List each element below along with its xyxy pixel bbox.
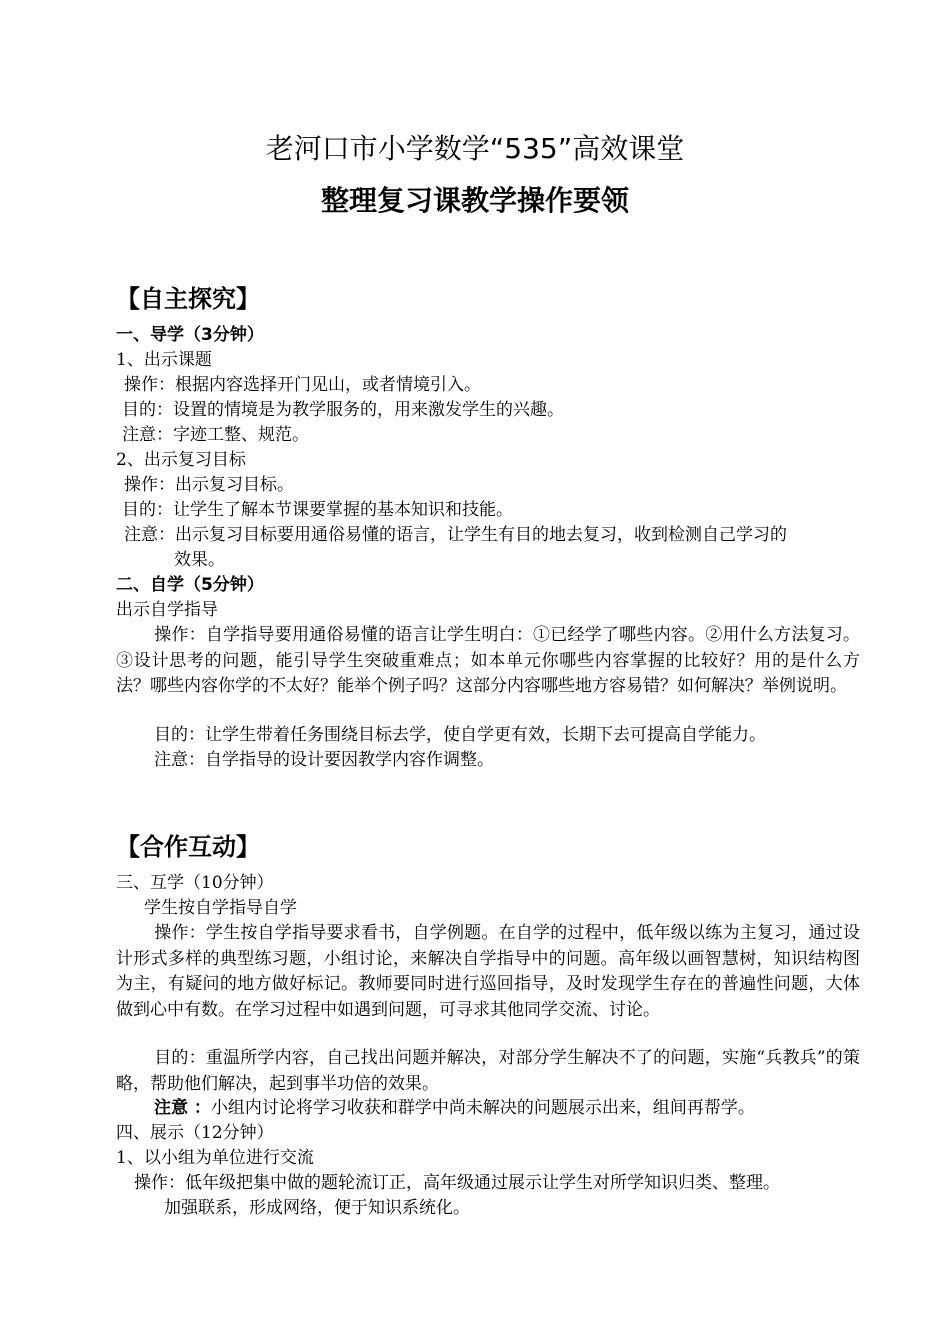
item-purpose: 目的：设置的情境是为教学服务的，用来激发学生的兴趣。 — [122, 400, 564, 420]
item-note-continuation: 效果。 — [174, 550, 225, 570]
item-title-show-topic: 1、出示课题 — [116, 350, 212, 370]
item-title-group-exchange: 1、以小组为单位进行交流 — [116, 1148, 314, 1168]
note-text: 小组内讨论将学习收获和群学中尚未解决的问题展示出来，组间再帮学。 — [210, 1098, 755, 1118]
paragraph-purpose: 目的：让学生带着任务围绕目标去学，使自学更有效，长期下去可提高自学能力。 — [154, 725, 766, 745]
paragraph-text: 操作：学生按自学指导要求看书，自学例题。在自学的过程中，低年级以练为主复习，通过设计形式多样的典型练习题，小组讨论，来解决自学指导中的问题。高年级以画智慧树，知识结构图为主，有疑问的地方做好标记。教师要同时进行巡回指导，及时发现学生存在的普遍性问题，大体做到心中有数。在学习过程中如遇到问题，可寻求其他同学交流、讨论。 — [116, 923, 860, 1020]
item-operation: 操作：低年级把集中做的题轮流订正，高年级通过展示让学生对所学知识归类、整理。 — [134, 1173, 780, 1193]
paragraph-operation — [116, 921, 860, 1023]
item-operation-continuation: 加强联系，形成网络，便于知识系统化。 — [164, 1198, 470, 1218]
part-subheading: 学生按自学指导自学 — [144, 898, 297, 918]
part-heading-mutual-learning: 三、互学（10分钟） — [116, 873, 274, 893]
part-subheading: 出示自学指导 — [116, 600, 218, 620]
paragraph-purpose — [116, 1046, 860, 1097]
item-purpose: 目的：让学生了解本节课要掌握的基本知识和技能。 — [122, 500, 513, 520]
paragraph-text: 目的：重温所学内容，自己找出问题并解决，对部分学生解决不了的问题，实施“兵教兵”的策略，帮助他们解决，起到事半功倍的效果。 — [116, 1048, 860, 1094]
paragraph-operation — [116, 623, 860, 700]
section-heading-cooperative-interaction: 【合作互动】 — [116, 833, 260, 861]
paragraph-text: 操作：自学指导要用通俗易懂的语言让学生明白：①已经学了哪些内容。②用什么方法复习。③设计思考的问题，能引导学生突破重难点；如本单元你哪些内容掌握的比较好？用的是什么方法？哪些内容你学的不太好？能举个例子吗？这部分内容哪些地方容易错？如何解决？举例说明。 — [116, 625, 860, 696]
part-heading-self-study: 二、自学（5分钟） — [116, 575, 264, 595]
document-title: 老河口市小学数学“535”高效课堂 — [265, 132, 685, 165]
item-title-show-review-goals: 2、出示复习目标 — [116, 450, 246, 470]
item-note: 注意：字迹工整、规范。 — [122, 425, 309, 445]
document-subtitle: 整理复习课教学操作要领 — [320, 184, 629, 217]
item-note: 注意：出示复习目标要用通俗易懂的语言，让学生有目的地去复习，收到检测自己学习的 — [124, 525, 787, 545]
item-operation: 操作：根据内容选择开门见山，或者情境引入。 — [124, 375, 481, 395]
part-heading-presentation: 四、展示（12分钟） — [116, 1123, 274, 1143]
part-heading-guided-learning: 一、导学（3分钟） — [116, 325, 264, 345]
paragraph-note — [154, 1096, 894, 1121]
item-operation: 操作：出示复习目标。 — [124, 475, 294, 495]
paragraph-note: 注意：自学指导的设计要因教学内容作调整。 — [154, 750, 494, 770]
note-label: 注意 ： — [154, 1098, 211, 1118]
section-heading-autonomous-exploration: 【自主探究】 — [116, 285, 260, 313]
